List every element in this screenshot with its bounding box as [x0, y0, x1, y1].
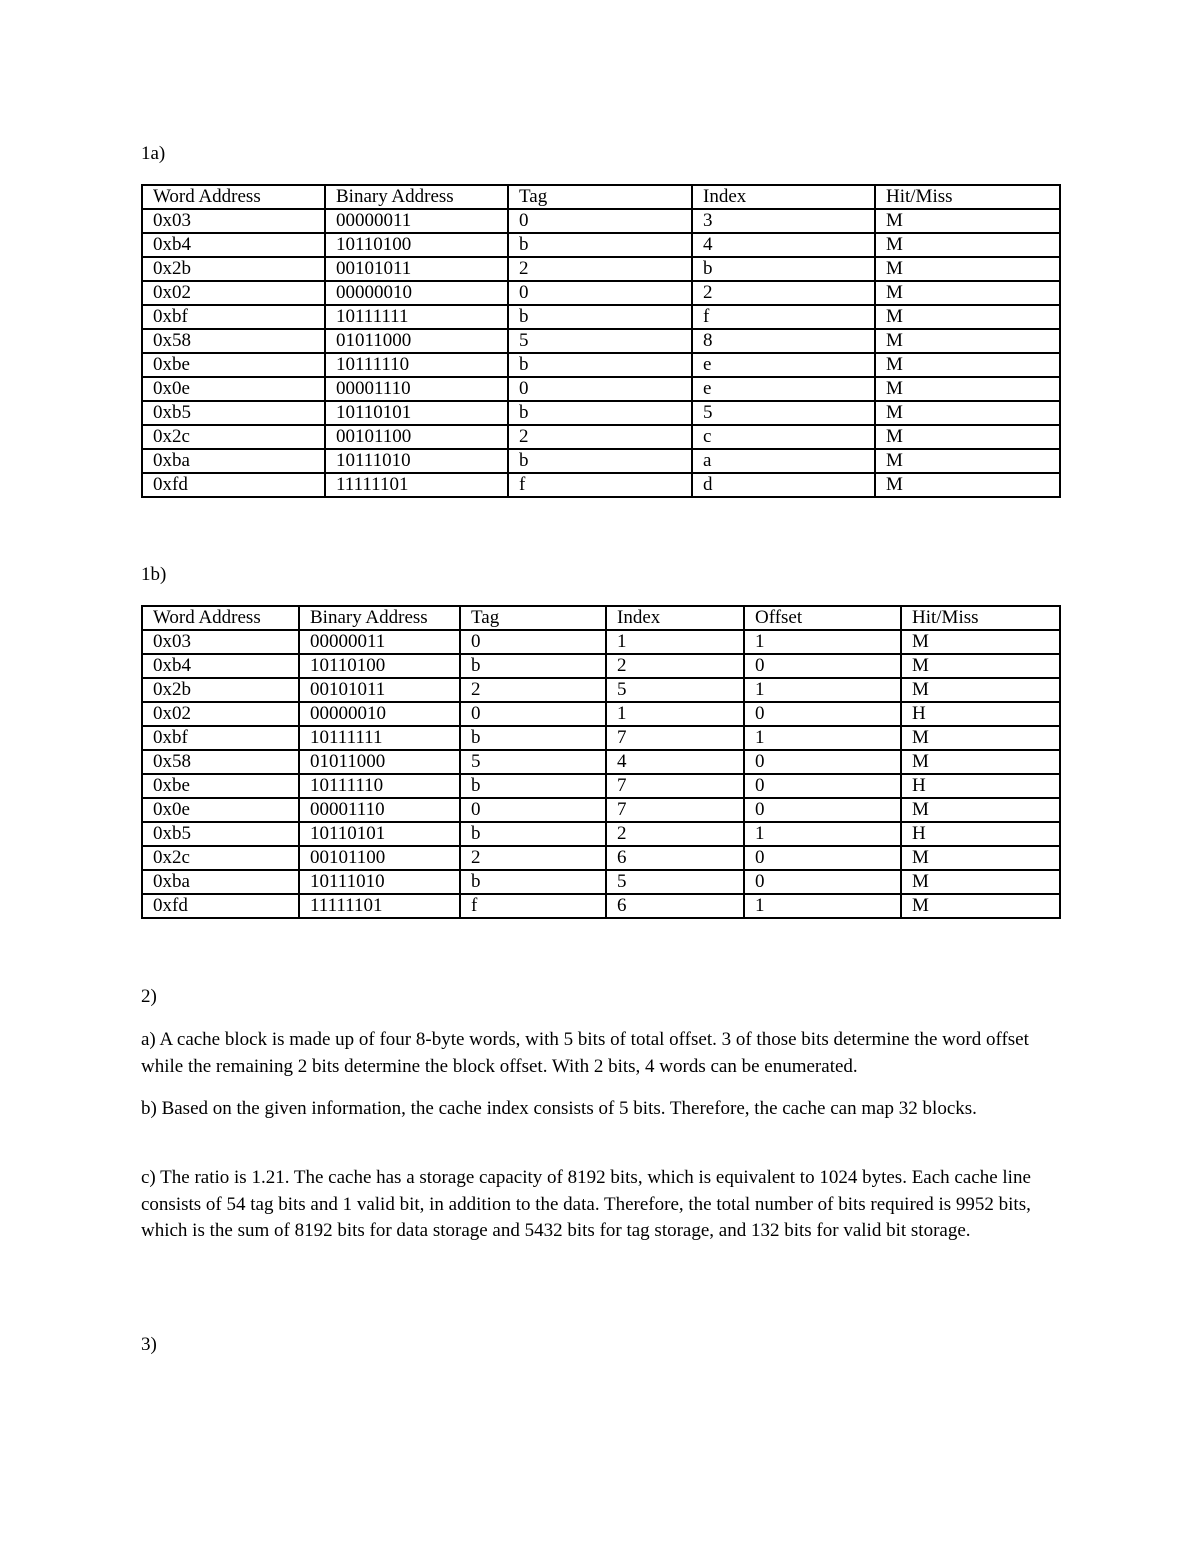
table-cell: H — [901, 822, 1060, 846]
table-cell: 00001110 — [299, 798, 460, 822]
answer-2c: c) The ratio is 1.21. The cache has a storage capacity of 8192 bits, which is equivalent to 1024 bytes. Each cache line consists of 54 tag bits and 1 valid bit, in addition to the data. Therefore, the total number of bits required is 9952 bits, which is the sum of 8192 bits for data storage and 5432 bits for tag storage, and 132 bits for valid bit storage. — [141, 1167, 1031, 1241]
table-cell: 00000011 — [325, 209, 508, 233]
table-cell: 0 — [508, 377, 692, 401]
table-cell: 0 — [508, 281, 692, 305]
table-cell: 0x03 — [142, 209, 325, 233]
table-cell: 0xba — [142, 449, 325, 473]
table-row — [142, 377, 1060, 401]
table-row — [142, 870, 1060, 894]
table-cell: 10110101 — [299, 822, 460, 846]
question-3-label: 3) — [141, 1334, 157, 1355]
table-cell: 0xb5 — [142, 822, 299, 846]
block-cache-table — [141, 605, 1061, 919]
table-cell: M — [875, 281, 1060, 305]
table-cell: 0x58 — [142, 750, 299, 774]
table-row — [142, 654, 1060, 678]
table-cell: 2 — [606, 654, 744, 678]
table-cell: b — [460, 726, 606, 750]
table-cell: b — [460, 774, 606, 798]
table-cell: 01011000 — [299, 750, 460, 774]
table-cell: M — [901, 798, 1060, 822]
table-cell: 7 — [606, 798, 744, 822]
table-cell: 0xb4 — [142, 233, 325, 257]
table-cell: f — [508, 473, 692, 497]
table-cell: 10110100 — [325, 233, 508, 257]
table-cell: 2 — [460, 678, 606, 702]
table-cell: 0xbe — [142, 353, 325, 377]
table-cell: M — [875, 305, 1060, 329]
table-cell: c — [692, 425, 875, 449]
table-cell: M — [901, 894, 1060, 918]
column-header: Word Address — [142, 606, 299, 630]
table-cell: 11111101 — [299, 894, 460, 918]
table-cell: 1 — [744, 726, 901, 750]
answer-2b: b) Based on the given information, the cache index consists of 5 bits. Therefore, the cache can map 32 blocks. — [141, 1098, 977, 1119]
table-cell: 0xba — [142, 870, 299, 894]
table-cell: 10111010 — [299, 870, 460, 894]
table-cell: M — [901, 678, 1060, 702]
table-cell: b — [508, 353, 692, 377]
table-cell: b — [508, 305, 692, 329]
table-row — [142, 209, 1060, 233]
table-cell: f — [460, 894, 606, 918]
table-cell: 10110100 — [299, 654, 460, 678]
table-cell: 0 — [744, 798, 901, 822]
table-cell: 1 — [606, 702, 744, 726]
table-cell: 5 — [606, 678, 744, 702]
table-cell: 7 — [606, 726, 744, 750]
table-cell: 10111111 — [299, 726, 460, 750]
question-1a-label: 1a) — [141, 143, 166, 164]
table-cell: 0xb4 — [142, 654, 299, 678]
table-cell: M — [875, 377, 1060, 401]
table-cell: f — [692, 305, 875, 329]
table-cell: 0 — [744, 654, 901, 678]
table-cell: 5 — [692, 401, 875, 425]
table-cell: b — [508, 233, 692, 257]
table-cell: M — [901, 630, 1060, 654]
table-cell: M — [875, 257, 1060, 281]
table-cell: M — [875, 449, 1060, 473]
table-cell: 00000010 — [325, 281, 508, 305]
table-cell: 00000011 — [299, 630, 460, 654]
table-row — [142, 726, 1060, 750]
table-cell: 5 — [508, 329, 692, 353]
column-header: Tag — [508, 185, 692, 209]
table-row — [142, 281, 1060, 305]
table-cell: 10110101 — [325, 401, 508, 425]
question-1b-label: 1b) — [141, 564, 167, 585]
direct-mapped-cache-table — [141, 184, 1061, 498]
table-cell: 00000010 — [299, 702, 460, 726]
table-cell: H — [901, 774, 1060, 798]
table-cell: b — [460, 654, 606, 678]
table-cell: 0 — [744, 870, 901, 894]
column-header: Index — [692, 185, 875, 209]
table-cell: 1 — [744, 894, 901, 918]
table-cell: 0 — [744, 702, 901, 726]
column-header: Offset — [744, 606, 901, 630]
table-cell: b — [460, 870, 606, 894]
table-cell: e — [692, 377, 875, 401]
column-header: Binary Address — [325, 185, 508, 209]
table-cell: d — [692, 473, 875, 497]
table-cell: M — [875, 401, 1060, 425]
table-cell: 0x58 — [142, 329, 325, 353]
table-cell: 0xfd — [142, 473, 325, 497]
table-cell: M — [901, 846, 1060, 870]
table-cell: 2 — [460, 846, 606, 870]
table-cell: 0 — [744, 750, 901, 774]
table-cell: M — [901, 750, 1060, 774]
table-cell: M — [875, 473, 1060, 497]
table-cell: 0x2c — [142, 425, 325, 449]
column-header: Index — [606, 606, 744, 630]
table-cell: 0x0e — [142, 377, 325, 401]
table-row — [142, 678, 1060, 702]
table-row — [142, 257, 1060, 281]
table-cell: 6 — [606, 894, 744, 918]
table-cell: b — [508, 401, 692, 425]
table-cell: 0 — [508, 209, 692, 233]
table-cell: 1 — [606, 630, 744, 654]
table-row — [142, 894, 1060, 918]
table-row — [142, 449, 1060, 473]
table-cell: 0x2c — [142, 846, 299, 870]
column-header: Binary Address — [299, 606, 460, 630]
table-cell: 0xb5 — [142, 401, 325, 425]
table-row — [142, 473, 1060, 497]
table-cell: 10111110 — [325, 353, 508, 377]
table-row — [142, 774, 1060, 798]
table-cell: 0xbf — [142, 305, 325, 329]
table-header-row — [142, 606, 1060, 630]
table-cell: b — [460, 822, 606, 846]
table-cell: H — [901, 702, 1060, 726]
table-row — [142, 822, 1060, 846]
table-cell: 0xbf — [142, 726, 299, 750]
table-cell: 00101011 — [325, 257, 508, 281]
table-row — [142, 846, 1060, 870]
table-cell: M — [901, 870, 1060, 894]
table-cell: 10111111 — [325, 305, 508, 329]
table-cell: 7 — [606, 774, 744, 798]
table-row — [142, 798, 1060, 822]
table-cell: 0 — [744, 846, 901, 870]
table-row — [142, 750, 1060, 774]
table-cell: 1 — [744, 678, 901, 702]
table-cell: M — [875, 233, 1060, 257]
table-cell: 0 — [460, 798, 606, 822]
table-cell: 0x2b — [142, 678, 299, 702]
table-cell: 0x0e — [142, 798, 299, 822]
table-cell: 1 — [744, 822, 901, 846]
table-row — [142, 630, 1060, 654]
table-cell: e — [692, 353, 875, 377]
table-cell: 11111101 — [325, 473, 508, 497]
table-cell: b — [692, 257, 875, 281]
table-cell: 8 — [692, 329, 875, 353]
table-cell: 0x02 — [142, 702, 299, 726]
table-cell: 0xfd — [142, 894, 299, 918]
table-cell: 0 — [460, 702, 606, 726]
table-cell: M — [875, 209, 1060, 233]
table-cell: 0x02 — [142, 281, 325, 305]
answer-2a: a) A cache block is made up of four 8-byte words, with 5 bits of total offset. 3 of those bits determine the word offset while the remaining 2 bits determine the block offset. With 2 bits, 4 words can be enumerated. — [141, 1029, 1029, 1077]
table-cell: b — [508, 449, 692, 473]
table-cell: 10111110 — [299, 774, 460, 798]
column-header: Word Address — [142, 185, 325, 209]
table-cell: 10111010 — [325, 449, 508, 473]
table-cell: 2 — [508, 257, 692, 281]
table-cell: 0 — [460, 630, 606, 654]
table-cell: 01011000 — [325, 329, 508, 353]
table-cell: 2 — [606, 822, 744, 846]
table-cell: 3 — [692, 209, 875, 233]
table-cell: 0x03 — [142, 630, 299, 654]
table-row — [142, 401, 1060, 425]
question-2-label: 2) — [141, 986, 157, 1007]
table-cell: M — [875, 353, 1060, 377]
table-cell: 5 — [460, 750, 606, 774]
table-cell: 0xbe — [142, 774, 299, 798]
column-header: Tag — [460, 606, 606, 630]
table-cell: 00101100 — [299, 846, 460, 870]
table-cell: 4 — [606, 750, 744, 774]
table-cell: 00101011 — [299, 678, 460, 702]
table-cell: 2 — [692, 281, 875, 305]
table-cell: 1 — [744, 630, 901, 654]
table-row — [142, 233, 1060, 257]
table-cell: 2 — [508, 425, 692, 449]
table-cell: a — [692, 449, 875, 473]
table-row — [142, 425, 1060, 449]
table-cell: M — [901, 726, 1060, 750]
table-cell: 0 — [744, 774, 901, 798]
table-cell: 5 — [606, 870, 744, 894]
table-row — [142, 353, 1060, 377]
table-cell: M — [875, 329, 1060, 353]
table-row — [142, 702, 1060, 726]
table-cell: M — [875, 425, 1060, 449]
table-cell: 00001110 — [325, 377, 508, 401]
table-header-row — [142, 185, 1060, 209]
table-cell: 00101100 — [325, 425, 508, 449]
column-header: Hit/Miss — [901, 606, 1060, 630]
table-cell: 4 — [692, 233, 875, 257]
table-cell: 6 — [606, 846, 744, 870]
table-row — [142, 329, 1060, 353]
column-header: Hit/Miss — [875, 185, 1060, 209]
table-cell: M — [901, 654, 1060, 678]
table-cell: 0x2b — [142, 257, 325, 281]
table-row — [142, 305, 1060, 329]
